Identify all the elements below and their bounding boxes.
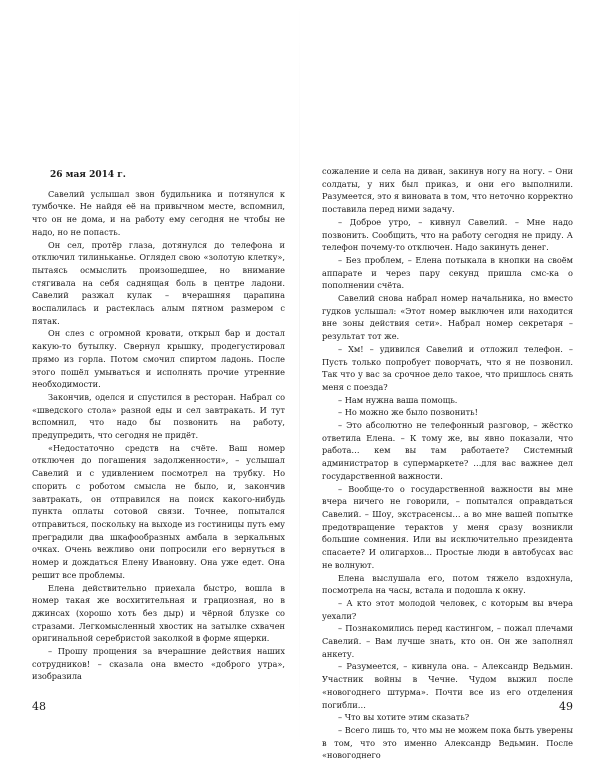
- left-page-text: [32, 169, 285, 683]
- paragraph: – Всего лишь то, что мы не можем пока быть уверены в том, что это именно Александр Ведьмин. После «новогоднего: [322, 724, 573, 761]
- paragraph: – А кто этот молодой человек, с которым вы вчера уехали?: [322, 597, 573, 621]
- paragraph: Елена выслушала его, потом тяжело вздохнула, посмотрела на часы, встала и подошла к окну.: [322, 572, 573, 596]
- paragraph: – Разумеется, – кивнула она. – Александр Ведьмин. Участник войны в Чечне. Чудом выжил после «новогоднего штурма». Почти все из его отделения погибли…: [322, 661, 573, 710]
- paragraph: – Что вы хотите этим сказать?: [338, 712, 470, 723]
- page-number-left: 48: [32, 700, 46, 713]
- paragraph: – Это абсолютно не телефонный разговор, – жёстко ответила Елена. – К тому же, вы явно показали, что работа… кем вы там работаете? Системный администратор в супермаркете? …для вас важнее дел государственной важности.: [322, 420, 573, 481]
- paragraph: – Познакомились перед кастингом, – пожал плечами Савелий. – Вам лучше знать, кто он. Он же заполнял анкету.: [322, 623, 573, 659]
- paragraph: – Нам нужна ваша помощь.: [338, 394, 458, 405]
- paragraph: Он сел, протёр глаза, дотянулся до телефона и отключил тилиньканье. Оглядел свою «золотую клетку», пытаясь осмыслить произошедшее, но внимание стягивала на себя саднящая боль в центре ладони. Савелий разжал кулак – вчерашняя царапина воспалилась и растеклась алым пятном размером с пятак.: [32, 239, 285, 326]
- right-page-text: [322, 165, 573, 762]
- paragraph: – Доброе утро, – кивнул Савелий. – Мне надо позвонить. Сообщить, что на работу сегодня не приду. А телефон почему-то отключен. Надо закинуть денег.: [322, 216, 573, 253]
- paragraph: Елена действительно приехала быстро, вошла в номер такая же восхитительная и грациозная, но в джинсах (хорошо хоть без дыр) и чёрной блузке со стразами. Легкомысленный хвостик на затылке схвачен оригинальной серебристой заколкой в форме ящерки.: [32, 582, 285, 644]
- left-page: [0, 0, 300, 750]
- right-page: [300, 0, 600, 761]
- paragraph: Закончив, оделся и спустился в ресторан. Набрал со «шведского стола» разной еды и сел завтракать. И тут вспомнил, что надо бы позвонить на работу, предупредить, что сегодня не придёт.: [32, 391, 285, 441]
- paragraph: Савелий услышал звон будильника и потянулся к тумбочке. Не найдя её на привычном месте, вспомнил, что он не дома, и на работу ему сегодня не чтобы не надо, но не попасть.: [32, 188, 285, 237]
- paragraph: – Прошу прощения за вчерашние действия наших сотрудников! – сказала она вместо «доброго утра», изобразила: [32, 646, 285, 682]
- paragraph: – Хм! – удивился Савелий и отложил телефон. – Пусть только попробует поворчать, что я не позвонил. Так что у вас за срочное дело такое, что пришлось снять меня с поезда?: [322, 343, 573, 392]
- paragraph: – Без проблем, – Елена потыкала в кнопки на своём аппарате и через пару секунд пришла смс-ка о пополнении счёта.: [322, 254, 573, 291]
- paragraph-continued: сожаление и села на диван, закинув ногу на ногу. – Они солдаты, у них был приказ, и они его выполнили. Разумеется, это я виновата в том, что неточно корректно поставила перед ними задачу.: [322, 166, 573, 215]
- page-number-right: 49: [559, 700, 573, 713]
- paragraph: Он слез с огромной кровати, открыл бар и достал какую-то бутылку. Свернул крышку, продегустировал прямо из горла. Потом смочил спиртом ладонь. После этого пошёл умываться и исполнять прочие утренние необходимости.: [32, 328, 285, 390]
- paragraph: Савелий снова набрал номер начальника, но вместо гудков услышал: «Этот номер выключен или находится вне зоны действия сети». Набрал номер секретаря – результат тот же.: [322, 293, 573, 342]
- paragraph: – Вообще-то о государственной важности вы мне вчера ничего не говорили, – попытался оправдаться Савелий. – Шоу, экстрасенсы… а во мне вашей попытке предотвращение терактов у меня сразу возникли большие сомнения. Или вы исключительно президента спасаете? И олигархов… Простые люди в автобусах вас не волнуют.: [322, 483, 573, 570]
- paragraph: «Недостаточно средств на счёте. Ваш номер отключен до погашения задолженности», – услышал Савелий и с удивлением посмотрел на трубку. Но спорить с роботом смысла не было, и, закончив завтракать, он отправился на поиск какого-нибудь пункта оплаты сотовой связи. Точнее, попытался отправиться, поскольку на выходе из гостиницы путь ему преградили два шкафообразных амбала в зеркальных очках. Очень вежливо они попросили его вернуться в номер и дождаться Елену Ивановну. Она уже едет. Она решит все проблемы.: [32, 442, 285, 580]
- date-heading: 26 мая 2014 г.: [50, 170, 126, 180]
- paragraph: – Но можно же было позвонить!: [338, 407, 478, 418]
